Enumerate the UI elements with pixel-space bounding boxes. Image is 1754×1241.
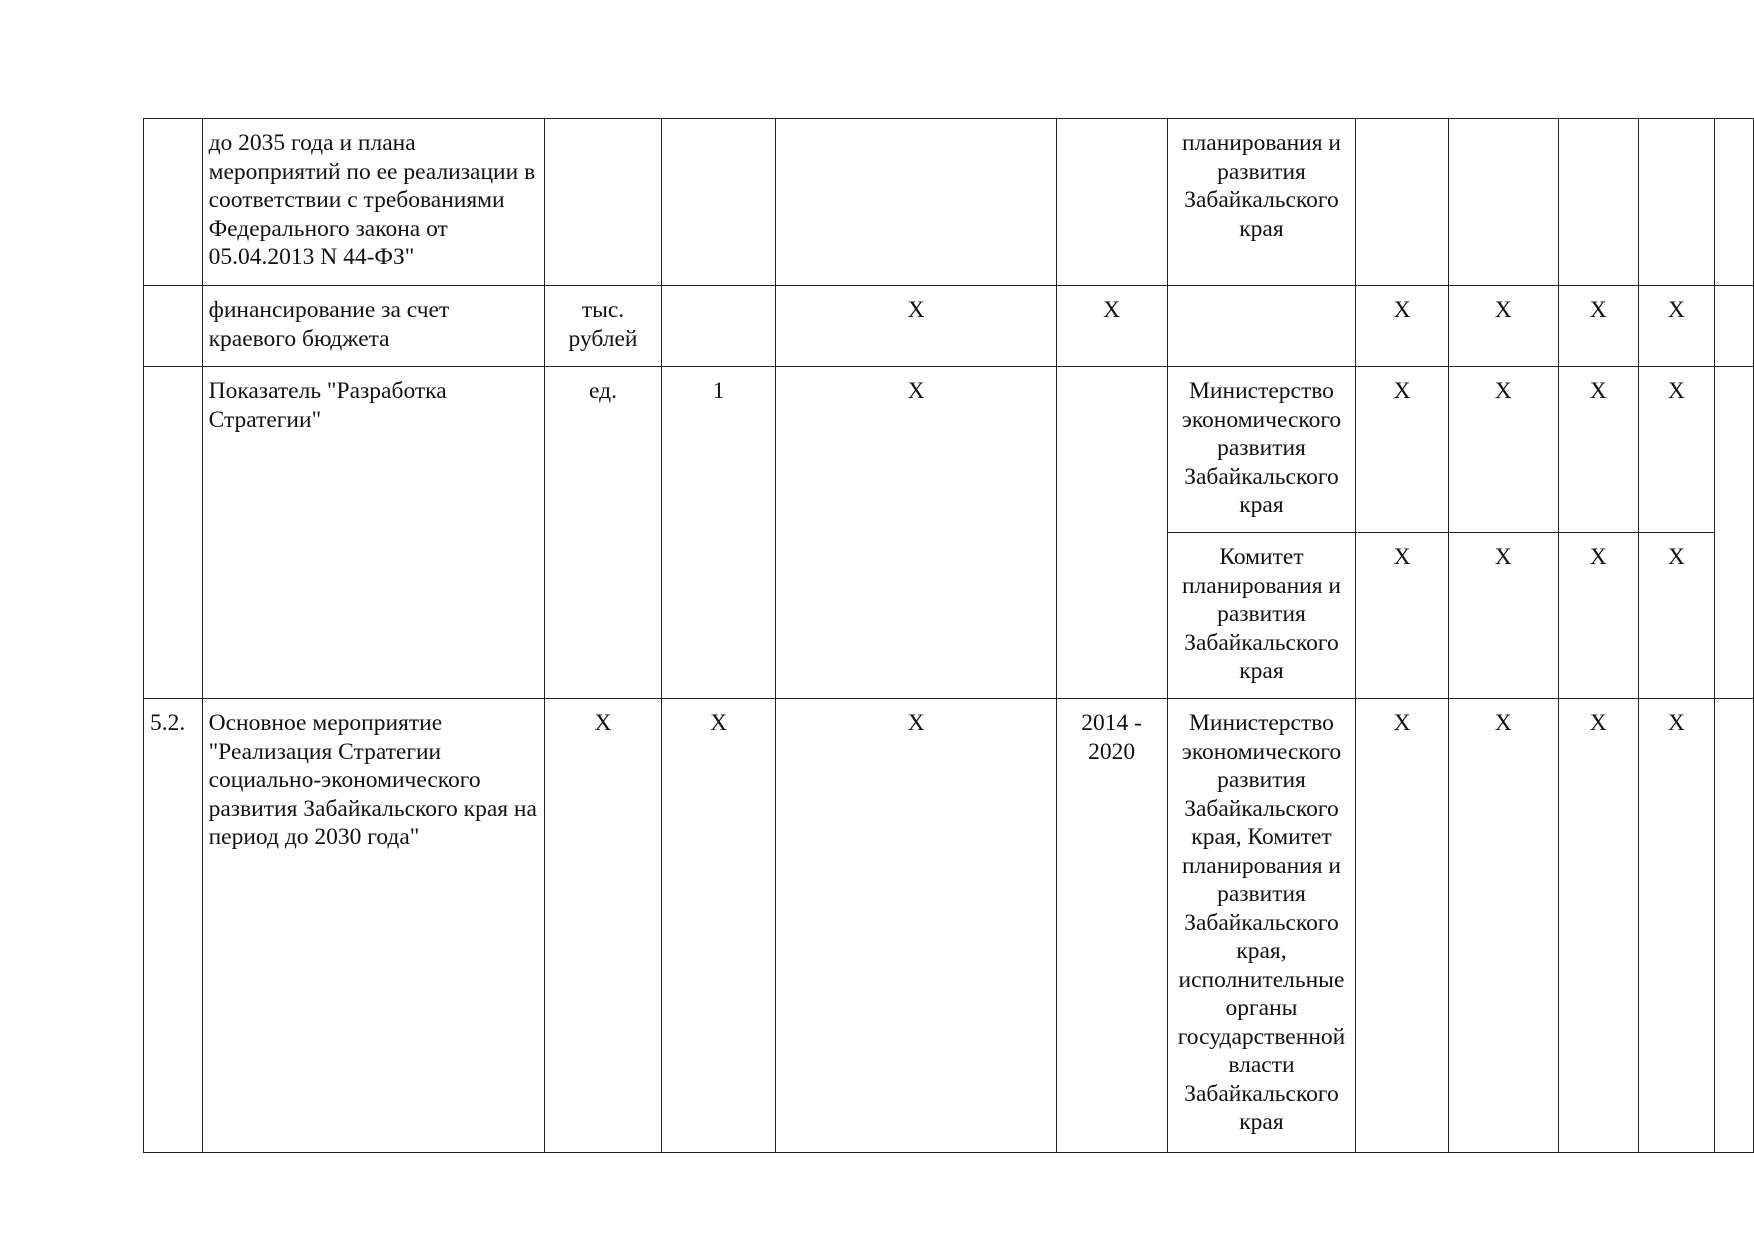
value-cell: Х xyxy=(1638,533,1714,699)
row-number-cell xyxy=(144,119,203,286)
row-number-cell: 5.2. xyxy=(144,699,203,1153)
activity-name-cell: Показатель "Разработка Стратегии" xyxy=(202,367,545,699)
value-cell: Х xyxy=(1448,533,1558,699)
value-cell: Х xyxy=(1558,367,1638,533)
period-cell xyxy=(1056,367,1167,699)
executor-cell: Министерство экономического развития Забайкальского края xyxy=(1167,367,1356,533)
unit-cell xyxy=(545,119,662,286)
value-cell xyxy=(1356,119,1449,286)
value-cell: 1 xyxy=(661,367,776,699)
table-row xyxy=(144,119,1754,286)
value-cell: Х xyxy=(1558,699,1638,1153)
value-cell xyxy=(1714,286,1753,367)
row-number-cell xyxy=(144,367,203,699)
unit-cell: Х xyxy=(545,699,662,1153)
value-cell: Х xyxy=(1356,533,1449,699)
table-row xyxy=(144,367,1754,533)
period-cell: 2014 - 2020 xyxy=(1056,699,1167,1153)
executor-cell: Министерство экономического развития Забайкальского края, Комитет планирования и развития Забайкальского края, исполнительные органы государственной власти Забайкальского края xyxy=(1167,699,1356,1153)
value-cell: Х xyxy=(1638,699,1714,1153)
value-cell: Х xyxy=(1356,699,1449,1153)
activity-name-cell: до 2035 года и плана мероприятий по ее реализации в соответствии с требованиями Федерального закона от 05.04.2013 N 44-ФЗ" xyxy=(202,119,545,286)
activity-name-cell: Основное мероприятие "Реализация Стратегии социально-экономического развития Забайкальского края на период до 2030 года" xyxy=(202,699,545,1153)
executor-cell: Комитет планирования и развития Забайкальского края xyxy=(1167,533,1356,699)
period-cell xyxy=(1056,119,1167,286)
value-cell xyxy=(1714,699,1753,1153)
value-cell xyxy=(661,286,776,367)
value-cell xyxy=(661,119,776,286)
value-cell: Х xyxy=(1448,699,1558,1153)
period-cell: Х xyxy=(1056,286,1167,367)
unit-cell: ед. xyxy=(545,367,662,699)
value-cell: Х xyxy=(1558,533,1638,699)
value-cell: Х xyxy=(776,286,1056,367)
value-cell xyxy=(1558,119,1638,286)
value-cell: Х xyxy=(661,699,776,1153)
value-cell: Х xyxy=(1638,367,1714,533)
value-cell: Х xyxy=(1638,286,1714,367)
value-cell xyxy=(776,119,1056,286)
value-cell xyxy=(1448,119,1558,286)
table-row xyxy=(144,286,1754,367)
row-number-cell xyxy=(144,286,203,367)
unit-cell: тыс. рублей xyxy=(545,286,662,367)
table-row xyxy=(144,699,1754,1153)
executor-cell xyxy=(1167,286,1356,367)
value-cell xyxy=(1714,367,1753,699)
value-cell xyxy=(1638,119,1714,286)
executor-cell: планирования и развития Забайкальского края xyxy=(1167,119,1356,286)
value-cell: Х xyxy=(776,367,1056,699)
value-cell: Х xyxy=(1356,367,1449,533)
value-cell: Х xyxy=(776,699,1056,1153)
value-cell: Х xyxy=(1448,367,1558,533)
value-cell xyxy=(1714,119,1753,286)
program-activities-table xyxy=(143,118,1754,1153)
value-cell: Х xyxy=(1448,286,1558,367)
activity-name-cell: финансирование за счет краевого бюджета xyxy=(202,286,545,367)
value-cell: Х xyxy=(1558,286,1638,367)
value-cell: Х xyxy=(1356,286,1449,367)
